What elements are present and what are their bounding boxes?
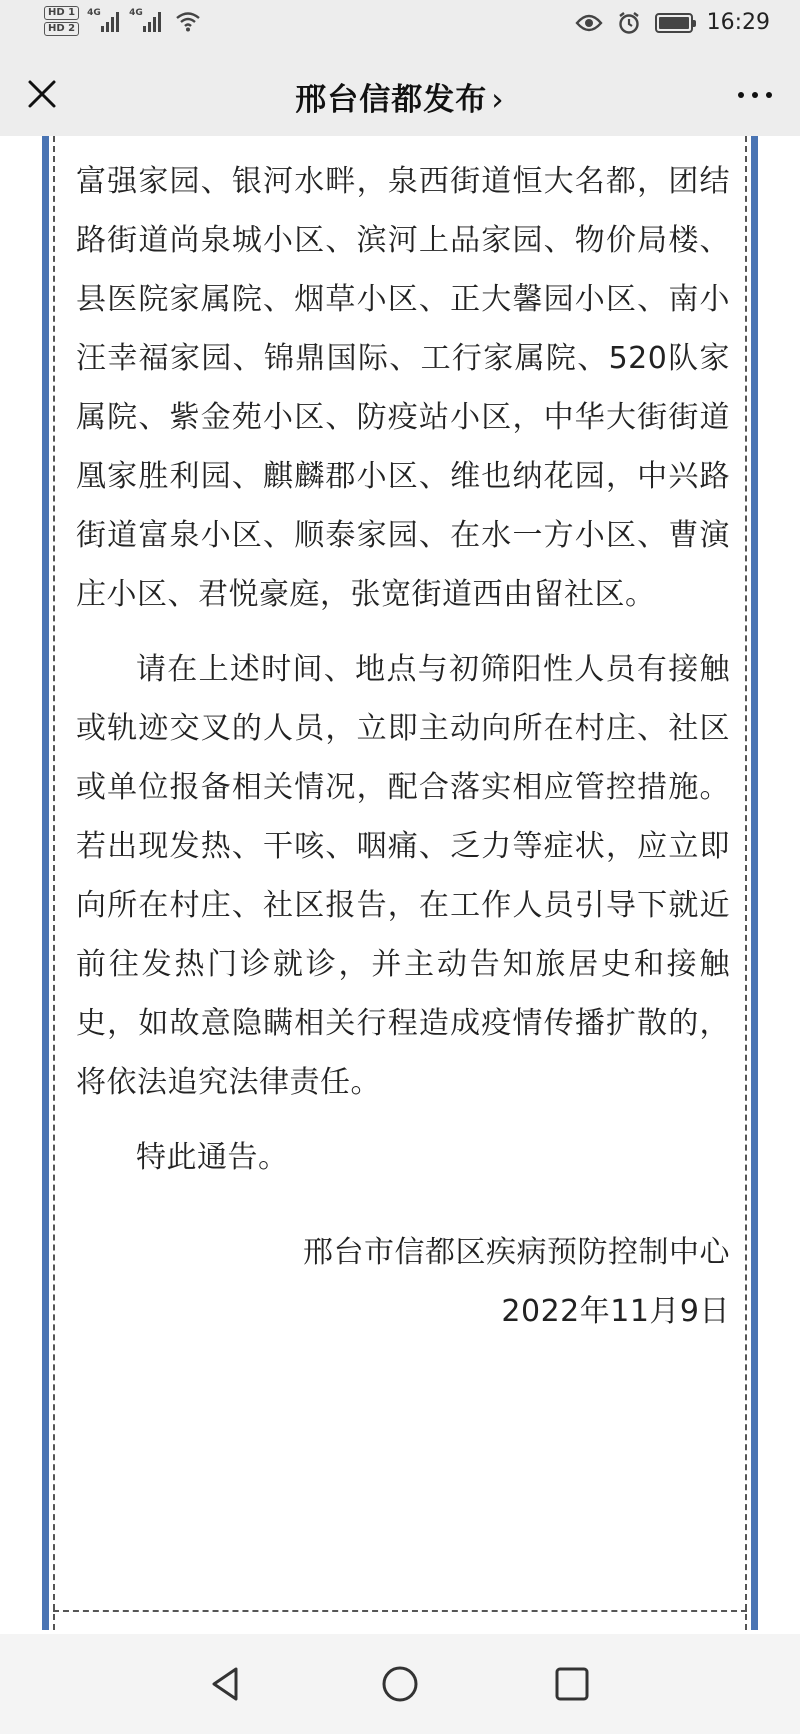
home-icon[interactable] <box>380 1664 420 1704</box>
signal-icon <box>129 10 161 32</box>
eye-icon <box>575 13 603 33</box>
chevron-right-icon: › <box>491 82 505 118</box>
net1-label: 4G <box>87 8 101 18</box>
status-right <box>575 10 770 35</box>
article-body <box>76 152 730 1341</box>
more-icon[interactable] <box>738 92 772 98</box>
article-paragraph: 特此通告。 <box>136 1140 289 1175</box>
page-title: 邢台信都发布 <box>295 82 488 118</box>
frame-dashes-right <box>745 136 747 1630</box>
frame-dashes-bottom <box>53 1610 747 1612</box>
sim1-badge: HD 1 <box>44 6 79 20</box>
article-paragraph: 富强家园、银河水畔，泉西街道恒大名都，团结路街道尚泉城小区、滨河上品家园、物价局楼、县医院家属院、烟草小区、正大馨园小区、南小汪幸福家园、锦鼎国际、工行家属院、520队家属院、紫金苑小区、防疫站小区，中华大街街道凰家胜利园、麒麟郡小区、维也纳花园，中兴路街道富泉小区、顺泰家园、在水一方小区、曹演庄小区、君悦豪庭，张宽街道西由留社区。 <box>76 164 730 612</box>
recents-icon[interactable] <box>552 1664 592 1704</box>
clock: 16:29 <box>706 10 770 35</box>
frame-dashes-left <box>53 136 55 1630</box>
article-paragraph: 请在上述时间、地点与初筛阳性人员有接触或轨迹交叉的人员，立即主动向所在村庄、社区或单位报备相关情况，配合落实相应管控措施。若出现发热、干咳、咽痛、乏力等症状，应立即向所在村庄、社区报告，在工作人员引导下就近前往发热门诊就诊，并主动告知旅居史和接触史，如故意隐瞒相关行程造成疫情传播扩散的，将依法追究法律责任。 <box>76 652 730 1100</box>
sim2-badge: HD 2 <box>44 22 79 36</box>
alarm-icon <box>617 11 641 35</box>
frame-border-right <box>751 136 758 1630</box>
signal-icon <box>87 10 119 32</box>
status-bar <box>0 0 800 52</box>
back-icon[interactable] <box>206 1664 246 1704</box>
publish-date: 2022年11月9日 <box>501 1294 730 1329</box>
battery-icon <box>655 13 693 33</box>
article-viewport[interactable] <box>0 136 800 1634</box>
frame-border-left <box>42 136 49 1630</box>
account-title-link[interactable] <box>0 74 800 119</box>
sim-indicators <box>44 6 79 36</box>
wifi-icon <box>175 10 201 32</box>
net2-label: 4G <box>129 8 143 18</box>
status-left <box>44 6 201 36</box>
nav-bar <box>0 52 800 136</box>
system-nav-bar <box>0 1634 800 1734</box>
signature: 邢台市信都区疾病预防控制中心 <box>303 1235 730 1270</box>
